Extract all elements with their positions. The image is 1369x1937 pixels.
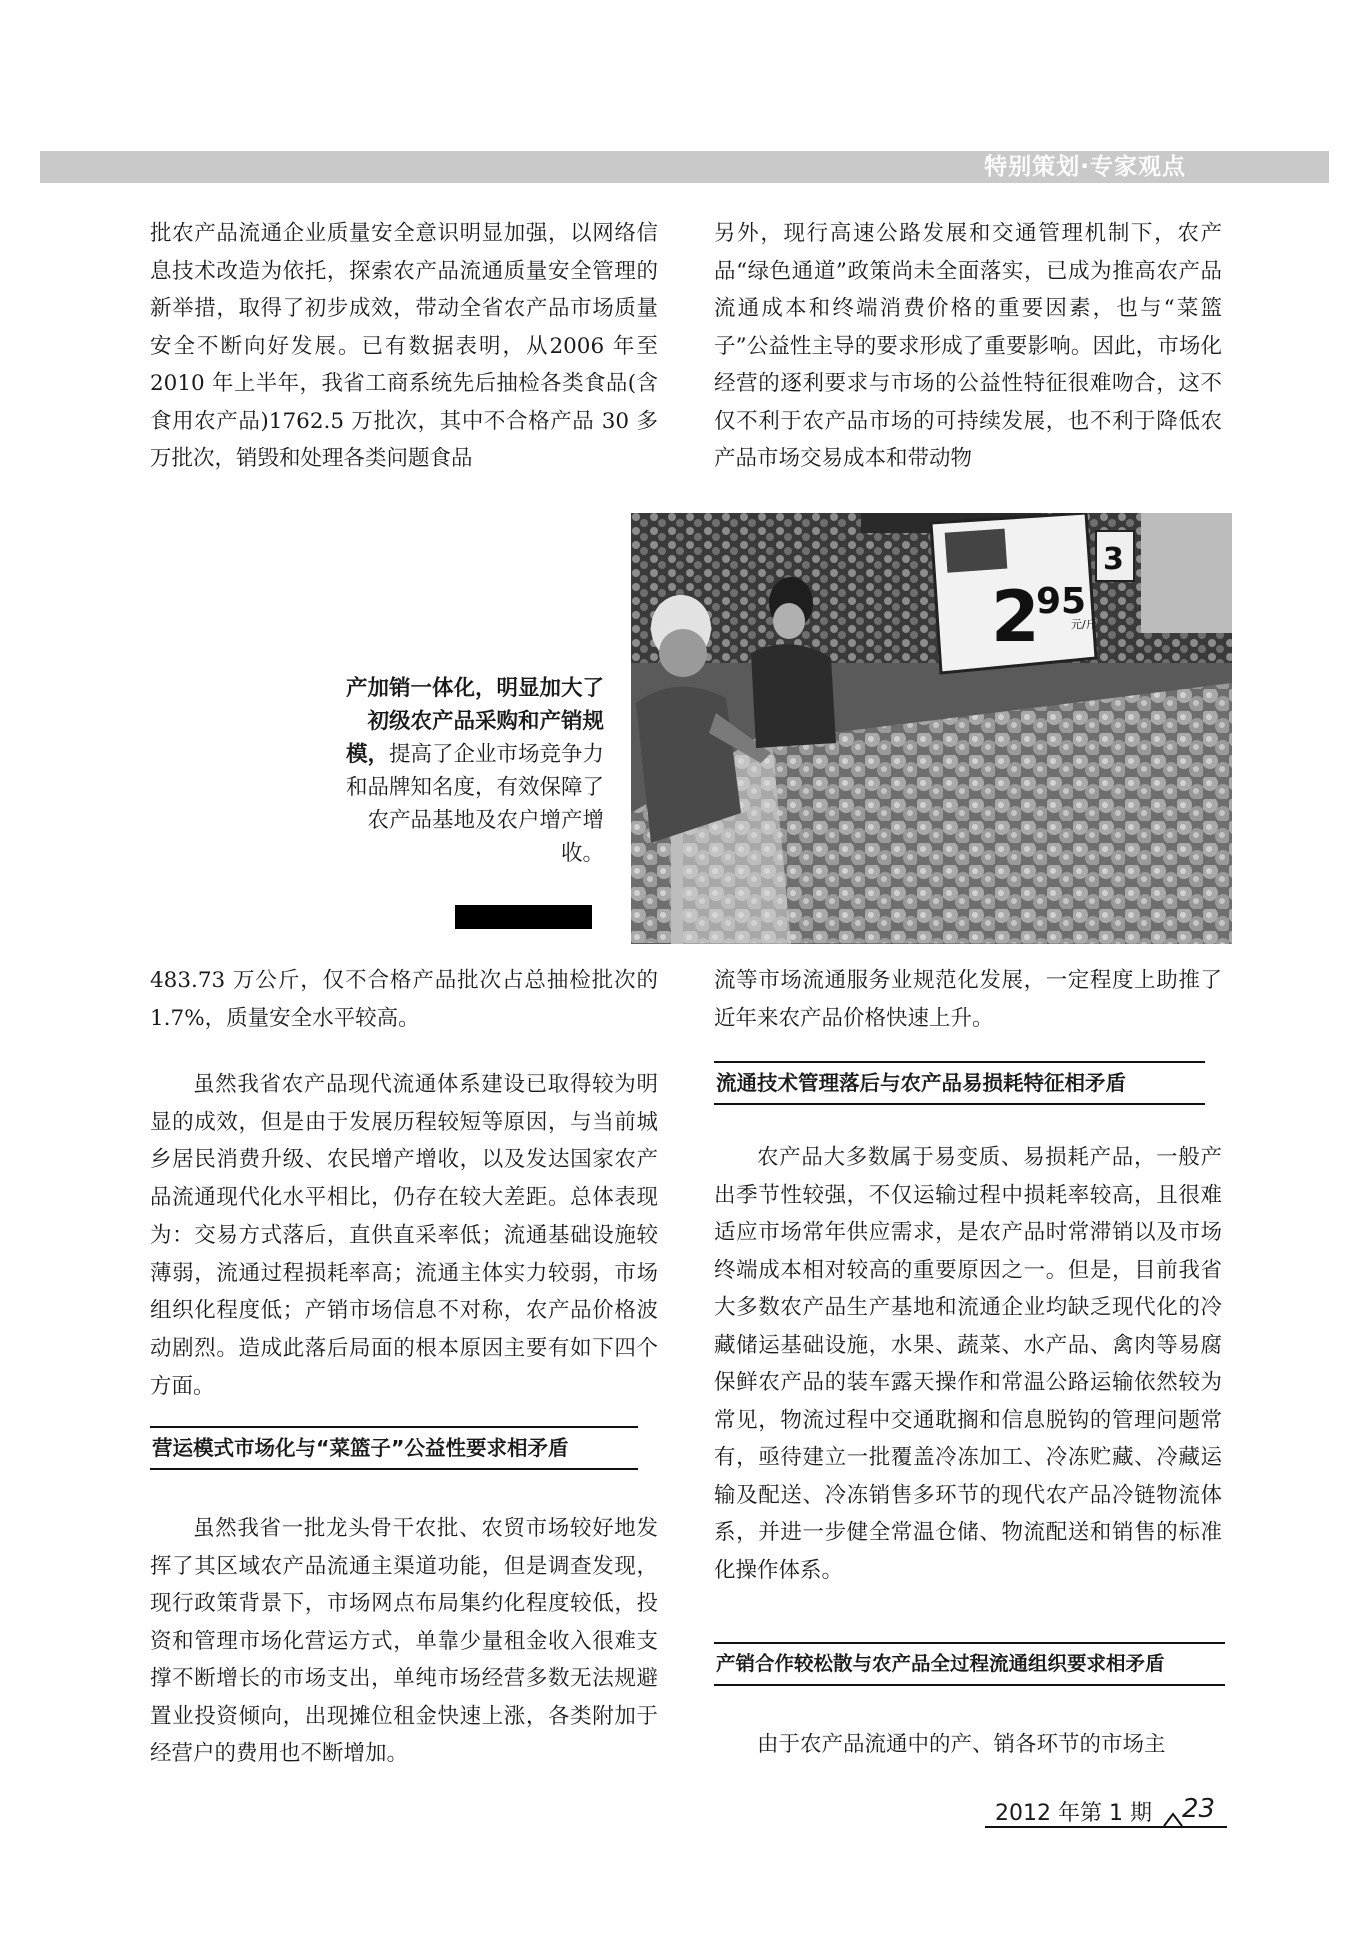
section-heading: 营运模式市场化与“菜篮子”公益性要求相矛盾 — [150, 1426, 638, 1470]
price-sign — [931, 513, 1097, 673]
caption-normal: 提高了企业市场竞争力和品牌知名度，有效保障了农产品基地及农户增产增收。 — [345, 742, 604, 866]
paragraph: 农产品大多数属于易变质、易损耗产品，一般产出季节性较强，不仅运输过程中损耗率较高，且很难适应市场常年供应需求，是农产品时常滞销以及市场终端成本相对较高的重要原因之一。但是，目前我省大多数农产品生产基地和流通企业均缺乏现代化的冷藏储运基础设施，水果、蔬菜、水产品、禽肉等易腐保鲜农产品的装车露天操作和常温公路运输依然较为常见，物流过程中交通耽搁和信息脱钩的管理问题常有，亟待建立一批覆盖冷冻加工、冷冻贮藏、冷藏运输及配送、冷冻销售多环节的现代农产品冷链物流体系，并进一步健全常温仓储、物流配送和销售的标准化操作体系。 — [714, 1145, 1222, 1583]
redacted-block — [455, 905, 592, 929]
price-sign-side: 3 — [1103, 542, 1124, 577]
paragraph: 流等市场流通服务业规范化发展，一定程度上助推了近年来农产品价格快速上升。 — [714, 968, 1222, 1031]
photo-caption — [330, 672, 604, 870]
section-heading: 产销合作较松散与农产品全过程流通组织要求相矛盾 — [714, 1642, 1225, 1686]
header-bar — [40, 151, 1329, 183]
price-decimal: 95 — [1036, 581, 1087, 622]
section-heading: 流通技术管理落后与农产品易损耗特征相矛盾 — [714, 1061, 1205, 1105]
price-main: 2 — [991, 576, 1040, 658]
footer-hook-icon — [1163, 1810, 1183, 1830]
page-number: 23 — [1182, 1794, 1216, 1824]
left-column-top — [150, 215, 658, 478]
footer-rule — [985, 1826, 1227, 1828]
market-photo — [631, 513, 1232, 944]
paragraph: 483.73 万公斤，仅不合格产品批次占总抽检批次的 1.7%，质量安全水平较高。 — [150, 968, 658, 1031]
issue-label: 2012 年第 1 期 — [995, 1801, 1152, 1826]
paragraph: 另外，现行高速公路发展和交通管理机制下，农产品“绿色通道”政策尚未全面落实，已成为推高农产品流通成本和终端消费价格的重要因素，也与“菜篮子”公益性主导的要求形成了重要影响。因此，市场化经营的逐利要求与市场的公益性特征很难吻合，这不仅不利于农产品市场的可持续发展，也不利于降低农产品市场交易成本和带动物 — [714, 221, 1222, 471]
left-column-lower — [150, 962, 658, 1037]
paragraph: 虽然我省农产品现代流通体系建设已取得较为明显的成效，但是由于发展历程较短等原因，与当前城乡居民消费升级、农民增产增收，以及发达国家农产品流通现代化水平相比，仍存在较大差距。总体表现为：交易方式落后，直供直采率低；流通基础设施较薄弱，流通过程损耗率高；流通主体实力较弱，市场组织化程度低；产销市场信息不对称，农产品价格波动剧烈。造成此落后局面的根本原因主要有如下四个方面。 — [150, 1072, 658, 1399]
left-column-body — [150, 1066, 658, 1405]
left-column-bottom — [150, 1510, 658, 1773]
fruit-market-image — [631, 513, 1232, 944]
right-column-top — [714, 215, 1222, 478]
right-column-bottom — [714, 1726, 1222, 1764]
paragraph: 虽然我省一批龙头骨干农批、农贸市场较好地发挥了其区域农产品流通主渠道功能，但是调查发现，现行政策背景下，市场网点布局集约化程度较低，投资和管理市场化营运方式，单靠少量租金收入很难支撑不断增长的市场支出，单纯市场经营多数无法规避置业投资倾向，出现摊位租金快速上涨，各类附加于经营户的费用也不断增加。 — [150, 1516, 658, 1766]
caption-bold: 产加销一体化，明显加大了初级农产品采购和产销规模， — [345, 676, 604, 767]
paragraph: 由于农产品流通中的产、销各环节的市场主 — [757, 1732, 1166, 1757]
right-column-body — [714, 1139, 1222, 1589]
section-title: 特别策划·专家观点 — [984, 154, 1186, 180]
paragraph: 批农产品流通企业质量安全意识明显加强，以网络信息技术改造为依托，探索农产品流通质量安全管理的新举措，取得了初步成效，带动全省农产品市场质量安全不断向好发展。已有数据表明，从2006 年至 2010 年上半年，我省工商系统先后抽检各类食品(含食用农产品)1762.5 万批次，其中不合格产品 30 多万批次，销毁和处理各类问题食品 — [150, 221, 658, 471]
right-column-lower — [714, 962, 1222, 1037]
page-footer — [985, 1792, 1227, 1834]
price-unit: 元/斤 — [1071, 618, 1097, 631]
